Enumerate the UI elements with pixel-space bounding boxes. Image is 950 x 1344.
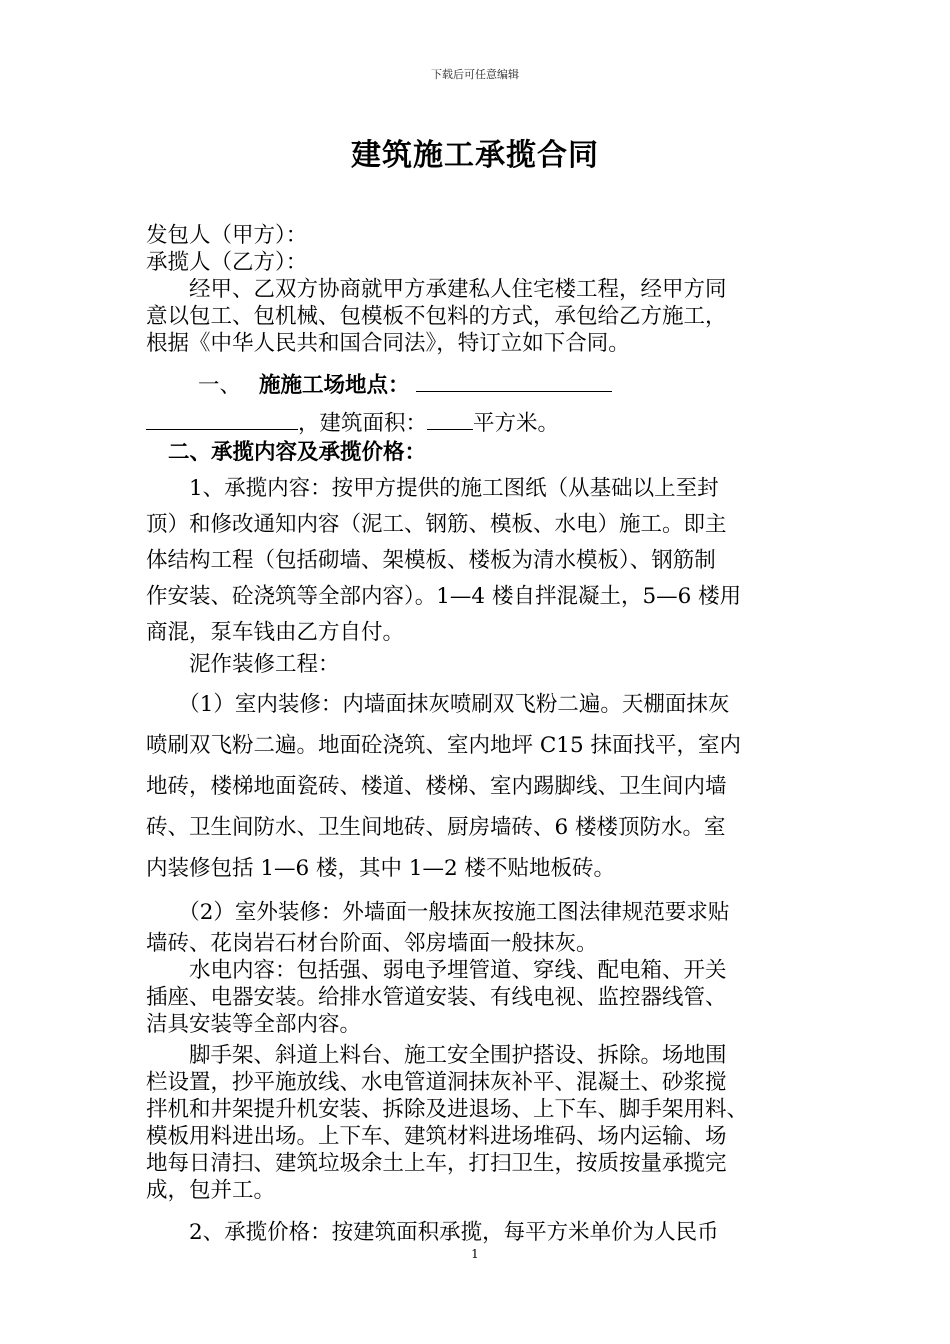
- party-a-line: 发包人（甲方）：: [146, 223, 308, 248]
- document-title: 建筑施工承揽合同: [351, 138, 599, 173]
- interior-line: 地砖，楼梯地面瓷砖、楼道、楼梯、室内踢脚线、卫生间内墙: [146, 774, 727, 799]
- site-address-blank: [416, 373, 612, 392]
- page-header: 下载后可任意编辑: [431, 68, 519, 81]
- contract-body: [146, 222, 816, 1248]
- area-blank: [427, 411, 473, 430]
- party-b-line: 承揽人（乙方）：: [146, 250, 308, 275]
- area-line: [146, 409, 816, 439]
- page-number: 1: [471, 1247, 479, 1261]
- masonry-heading: 泥作装修工程：: [146, 652, 340, 677]
- intro-line: 根据《中华人民共和国合同法》，特订立如下合同。: [146, 331, 630, 356]
- interior-line: 砖、卫生间防水、卫生间地砖、厨房墙砖、6 楼楼顶防水。室: [146, 815, 726, 840]
- party-block: [146, 222, 816, 357]
- site-address-blank-continued: [146, 411, 298, 430]
- scope-line: 体结构工程（包括砌墙、架模板、楼板为清水模板）、钢筋制: [146, 548, 716, 573]
- section-2-heading: 二、承揽内容及承揽价格：: [168, 440, 427, 465]
- scaffold-paragraph: [146, 1042, 816, 1204]
- interior-paragraph: [146, 684, 816, 889]
- intro-line: 经甲、乙双方协商就甲方承建私人住宅楼工程，经甲方同: [146, 277, 727, 302]
- scaffold-line: 栏设置，抄平施放线、水电管道洞抹灰补平、混凝土、砂浆搅: [146, 1070, 727, 1095]
- interior-line: 喷刷双飞粉二遍。地面砼浇筑、室内地坪 C15 抹面找平，室内: [146, 733, 741, 758]
- scaffold-line: 成，包并工。: [146, 1178, 276, 1203]
- scaffold-line: 脚手架、斜道上料台、施工安全围护搭设、拆除。场地围: [146, 1043, 727, 1068]
- section-1-heading: [146, 371, 816, 401]
- exterior-line: （2）室外装修：外墙面一般抹灰按施工图法律规范要求贴: [146, 900, 730, 925]
- plumbing-line: 水电内容：包括强、弱电予埋管道、穿线、配电箱、开关: [146, 958, 727, 983]
- section-1-number: 一、: [198, 373, 242, 398]
- price-line: 2、承揽价格：按建筑面积承揽，每平方米单价为人民币: [146, 1220, 719, 1245]
- scope-line: 作安装、砼浇筑等全部内容）。1—4 楼自拌混凝土，5—6 楼用: [146, 584, 742, 609]
- scope-line: 商混，泵车钱由乙方自付。: [146, 620, 405, 645]
- section-1-label: 施施工场地点：: [259, 373, 410, 398]
- scaffold-line: 拌机和井架提升机安装、拆除及进退场、上下车、脚手架用料、: [146, 1097, 749, 1122]
- exterior-paragraph: [146, 895, 816, 957]
- scope-line: 顶）和修改通知内容（泥工、钢筋、模板、水电）施工。即主: [146, 512, 727, 537]
- scope-line: 1、承揽内容：按甲方提供的施工图纸（从基础以上至封: [146, 476, 719, 501]
- area-label: ，建筑面积：: [298, 411, 428, 436]
- interior-line: 内装修包括 1—6 楼，其中 1—2 楼不贴地板砖。: [146, 856, 616, 881]
- exterior-line: 墙砖、花岗岩石材台阶面、邻房墙面一般抹灰。: [146, 931, 598, 956]
- plumbing-line: 洁具安装等全部内容。: [146, 1012, 362, 1037]
- area-unit: 平方米。: [473, 411, 560, 436]
- plumbing-paragraph: [146, 957, 816, 1038]
- interior-line: （1）室内装修：内墙面抹灰喷刷双飞粉二遍。天棚面抹灰: [146, 692, 730, 717]
- scaffold-line: 模板用料进出场。上下车、建筑材料进场堆码、场内运输、场: [146, 1124, 727, 1149]
- scaffold-line: 地每日清扫、建筑垃圾余土上车，打扫卫生，按质按量承揽完: [146, 1151, 727, 1176]
- plumbing-line: 插座、电器安装。给排水管道安装、有线电视、监控器线管、: [146, 985, 727, 1010]
- intro-line: 意以包工、包机械、包模板不包料的方式，承包给乙方施工，: [146, 304, 727, 329]
- scope-paragraph: [146, 471, 816, 651]
